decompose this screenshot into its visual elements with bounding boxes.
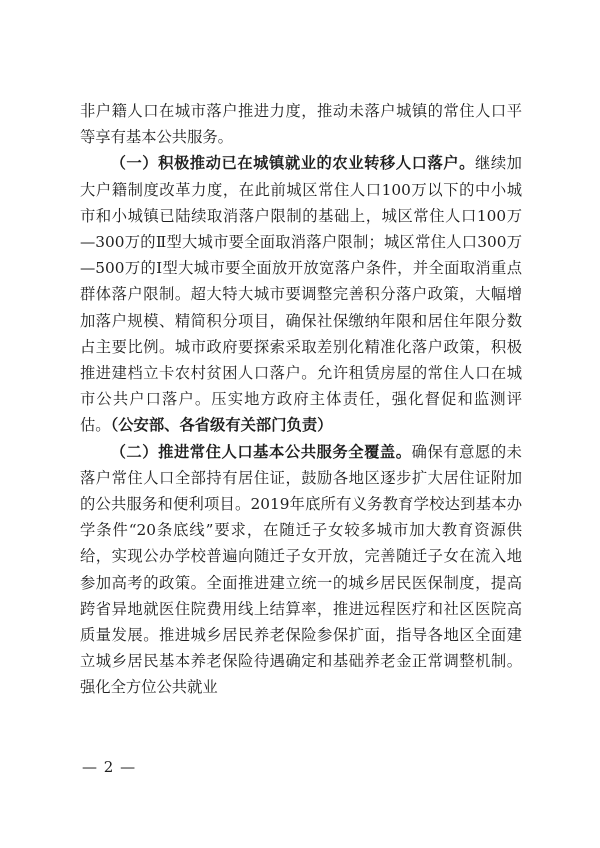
paragraph-section-1 (80, 150, 522, 438)
section-heading-2: （二）推进常住人口基本公共服务全覆盖。 (110, 442, 412, 461)
section-body-2: 确保有意愿的未落户常住人口全部持有居住证，鼓励各地区逐步扩大居住证附加的公共服务和便利项目。2019年底所有义务教育学校达到基本办学条件“20条底线”要求，在随迁子女较多城市加大教育资源供给，实现公办学校普遍向随迁子女开放，完善随迁子女在流入地参加高考的政策。全面推进建立统一的城乡居民医保制度，提高跨省异地就医住院费用线上结算率，推进远程医疗和社区医院高质量发展。推进城乡居民养老保险参保扩面，指导各地区全面建立城乡居民基本养老保险待遇确定和基础养老金正常调整机制。强化全方位公共就业 (80, 442, 522, 697)
paragraph-section-2 (80, 439, 522, 701)
section-body-1: 继续加大户籍制度改革力度，在此前城区常住人口100万以下的中小城市和小城镇已陆续取消落户限制的基础上，城区常住人口100万—300万的Ⅱ型大城市要全面取消落户限制；城区常住人口300万—500万的Ⅰ型大城市要全面放开放宽落户条件，并全面取消重点群体落户限制。超大特大城市要调整完善积分落户政策，大幅增加落户规模、精简积分项目，确保社保缴纳年限和居住年限分数占主要比例。城市政府要探索采取差别化精准化落户政策，积极推进建档立卡农村贫困人口落户。允许租赁房屋的常住人口在城市公共户口落户。压实地方政府主体责任，强化督促和监测评估。 (80, 154, 522, 435)
section-heading-1: （一）积极推动已在城镇就业的农业转移人口落户。 (110, 154, 475, 173)
paragraph-continuation (80, 98, 522, 150)
document-body (80, 98, 522, 701)
paragraph-text: 非户籍人口在城市落户推进力度，推动未落户城镇的常住人口平等享有基本公共服务。 (80, 102, 522, 147)
page-number: — 2 — (82, 758, 137, 776)
section-responsibility-1: （公安部、各省级有关部门负责） (110, 416, 333, 435)
